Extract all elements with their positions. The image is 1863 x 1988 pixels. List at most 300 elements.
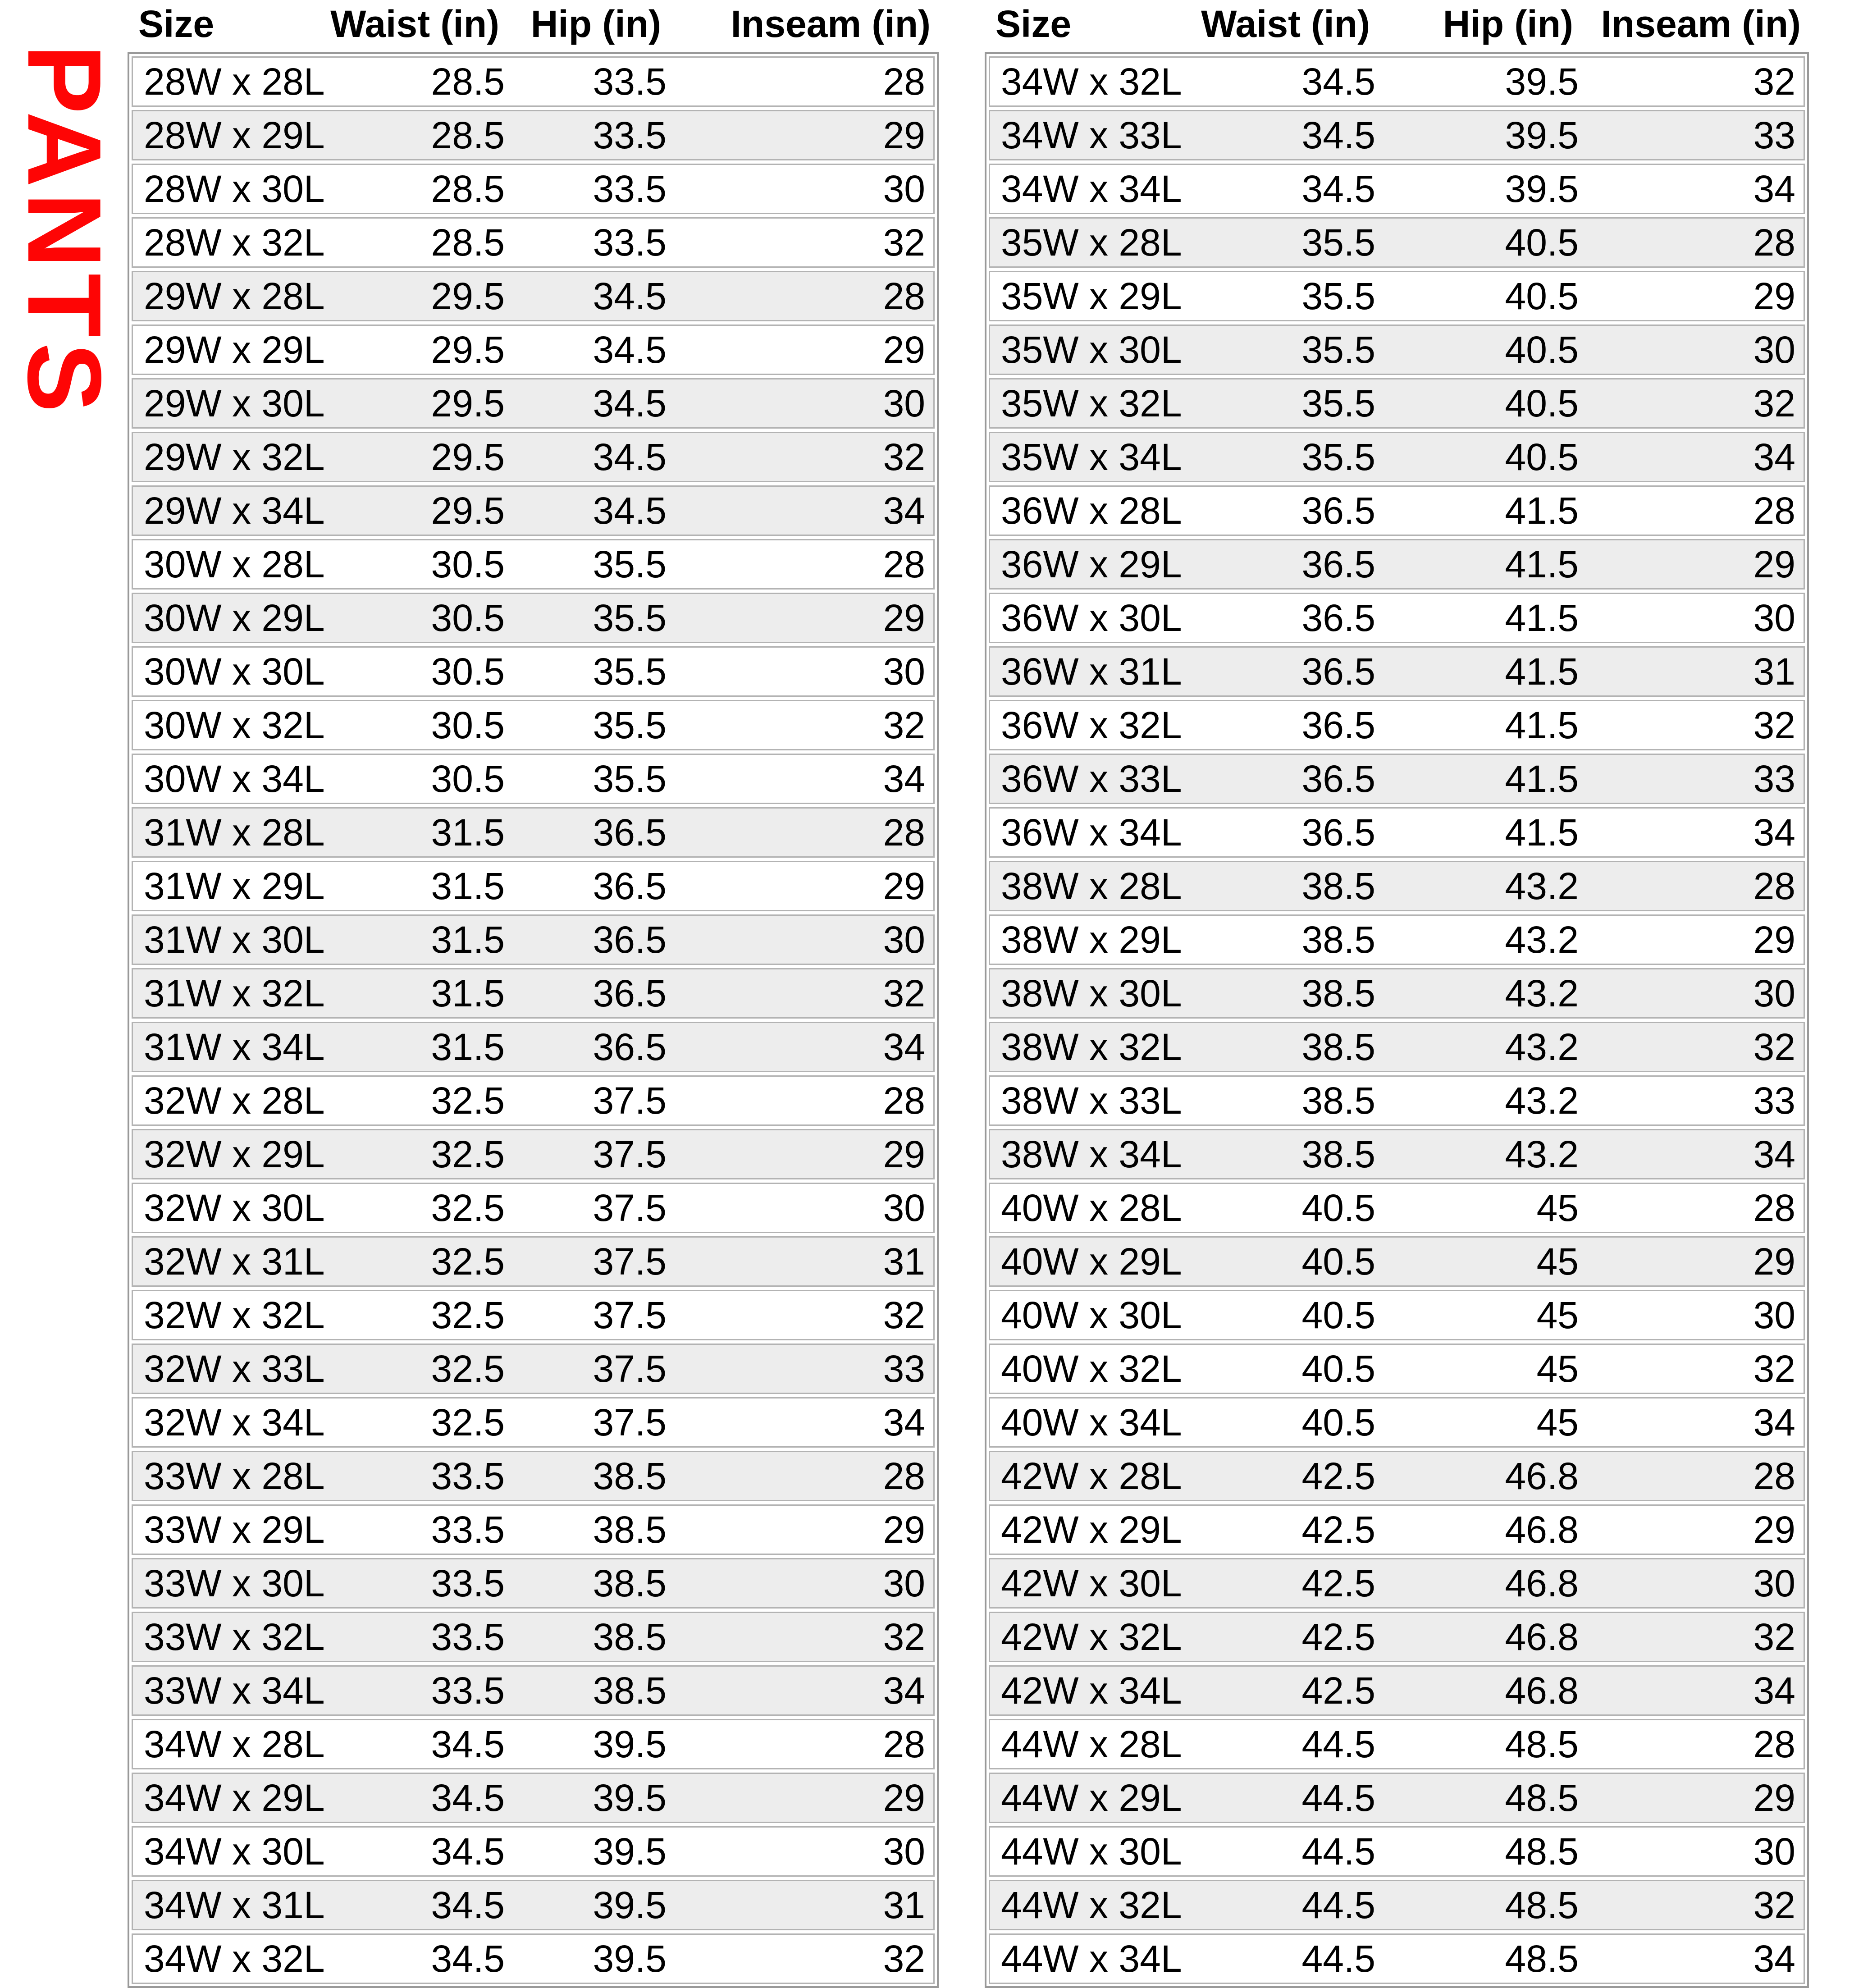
cell-size: 31W x 32L xyxy=(144,972,325,1015)
cell-waist: 32.5 xyxy=(431,1347,505,1390)
cell-hip: 41.5 xyxy=(1505,704,1579,746)
cell-hip: 43.2 xyxy=(1505,972,1579,1015)
cell-size: 42W x 29L xyxy=(1001,1508,1182,1551)
cell-hip: 38.5 xyxy=(593,1454,667,1497)
cell-waist: 38.5 xyxy=(1301,972,1375,1015)
cell-inseam: 32 xyxy=(883,221,925,264)
cell-waist: 34.5 xyxy=(431,1776,505,1819)
cell-hip: 43.2 xyxy=(1505,1133,1579,1175)
cell-inseam: 28 xyxy=(883,60,925,103)
cell-waist: 30.5 xyxy=(431,704,505,746)
cell-hip: 37.5 xyxy=(593,1293,667,1336)
cell-size: 35W x 29L xyxy=(1001,274,1182,317)
table-row xyxy=(132,1236,935,1287)
table-row xyxy=(989,1558,1805,1609)
cell-waist: 28.5 xyxy=(431,114,505,156)
table-row xyxy=(132,1773,935,1823)
column-header-waist: Waist (in) xyxy=(1201,3,1370,45)
cell-hip: 37.5 xyxy=(593,1079,667,1122)
cell-size: 36W x 29L xyxy=(1001,543,1182,585)
cell-inseam: 34 xyxy=(1753,167,1795,210)
column-header-size: Size xyxy=(995,3,1072,45)
cell-inseam: 28 xyxy=(1753,221,1795,264)
cell-hip: 45 xyxy=(1536,1186,1579,1229)
table-row xyxy=(132,271,935,321)
cell-hip: 43.2 xyxy=(1505,918,1579,961)
cell-waist: 35.5 xyxy=(1301,274,1375,317)
table-row xyxy=(132,110,935,160)
cell-hip: 45 xyxy=(1536,1401,1579,1444)
cell-inseam: 28 xyxy=(883,1454,925,1497)
cell-waist: 33.5 xyxy=(431,1508,505,1551)
cell-inseam: 32 xyxy=(883,1937,925,1980)
cell-size: 35W x 32L xyxy=(1001,382,1182,425)
table-row xyxy=(132,1880,935,1930)
table-row xyxy=(989,164,1805,214)
table-header-row xyxy=(128,0,939,52)
cell-size: 29W x 32L xyxy=(144,435,325,478)
cell-waist: 30.5 xyxy=(431,650,505,693)
cell-waist: 28.5 xyxy=(431,221,505,264)
table-row xyxy=(989,1504,1805,1555)
cell-hip: 40.5 xyxy=(1505,435,1579,478)
table-row xyxy=(132,1612,935,1662)
cell-hip: 33.5 xyxy=(593,167,667,210)
table-row xyxy=(132,700,935,750)
cell-hip: 37.5 xyxy=(593,1133,667,1175)
column-header-size: Size xyxy=(138,3,215,45)
table-row xyxy=(989,378,1805,429)
cell-inseam: 30 xyxy=(1753,972,1795,1015)
cell-hip: 35.5 xyxy=(593,704,667,746)
cell-inseam: 30 xyxy=(883,650,925,693)
cell-size: 40W x 32L xyxy=(1001,1347,1182,1390)
cell-size: 34W x 30L xyxy=(144,1830,325,1873)
cell-inseam: 32 xyxy=(883,1615,925,1658)
cell-hip: 48.5 xyxy=(1505,1776,1579,1819)
table-row xyxy=(989,539,1805,590)
table-row xyxy=(132,1075,935,1126)
cell-hip: 46.8 xyxy=(1505,1669,1579,1712)
cell-waist: 44.5 xyxy=(1301,1830,1375,1873)
cell-waist: 42.5 xyxy=(1301,1454,1375,1497)
cell-size: 38W x 33L xyxy=(1001,1079,1182,1122)
cell-hip: 43.2 xyxy=(1505,864,1579,907)
cell-size: 33W x 32L xyxy=(144,1615,325,1658)
cell-hip: 35.5 xyxy=(593,650,667,693)
cell-hip: 48.5 xyxy=(1505,1883,1579,1926)
cell-hip: 37.5 xyxy=(593,1347,667,1390)
cell-inseam: 28 xyxy=(1753,1186,1795,1229)
cell-inseam: 32 xyxy=(1753,382,1795,425)
cell-waist: 44.5 xyxy=(1301,1776,1375,1819)
cell-inseam: 31 xyxy=(1753,650,1795,693)
cell-inseam: 34 xyxy=(1753,435,1795,478)
cell-inseam: 33 xyxy=(1753,114,1795,156)
cell-hip: 33.5 xyxy=(593,60,667,103)
column-header-waist: Waist (in) xyxy=(330,3,499,45)
cell-hip: 38.5 xyxy=(593,1669,667,1712)
cell-size: 40W x 28L xyxy=(1001,1186,1182,1229)
cell-waist: 32.5 xyxy=(431,1401,505,1444)
cell-waist: 34.5 xyxy=(1301,60,1375,103)
table-row xyxy=(132,807,935,858)
cell-size: 32W x 29L xyxy=(144,1133,325,1175)
cell-waist: 30.5 xyxy=(431,543,505,585)
cell-hip: 39.5 xyxy=(593,1723,667,1765)
cell-size: 38W x 32L xyxy=(1001,1025,1182,1068)
cell-inseam: 30 xyxy=(1753,1293,1795,1336)
table-row xyxy=(132,539,935,590)
cell-inseam: 28 xyxy=(1753,489,1795,532)
cell-size: 38W x 30L xyxy=(1001,972,1182,1015)
cell-size: 44W x 34L xyxy=(1001,1937,1182,1980)
cell-size: 29W x 34L xyxy=(144,489,325,532)
cell-waist: 29.5 xyxy=(431,274,505,317)
cell-hip: 34.5 xyxy=(593,489,667,532)
cell-hip: 39.5 xyxy=(1505,114,1579,156)
cell-waist: 31.5 xyxy=(431,811,505,854)
cell-inseam: 29 xyxy=(1753,274,1795,317)
cell-hip: 35.5 xyxy=(593,757,667,800)
cell-size: 42W x 30L xyxy=(1001,1562,1182,1604)
table-row xyxy=(989,324,1805,375)
table-row xyxy=(132,1129,935,1179)
cell-inseam: 33 xyxy=(1753,1079,1795,1122)
cell-inseam: 33 xyxy=(1753,757,1795,800)
cell-inseam: 34 xyxy=(1753,1133,1795,1175)
cell-waist: 33.5 xyxy=(431,1615,505,1658)
table-row xyxy=(989,1665,1805,1716)
cell-size: 35W x 30L xyxy=(1001,328,1182,371)
cell-inseam: 30 xyxy=(883,1830,925,1873)
cell-waist: 31.5 xyxy=(431,1025,505,1068)
column-header-hip: Hip (in) xyxy=(530,3,661,45)
cell-inseam: 34 xyxy=(883,1401,925,1444)
cell-hip: 45 xyxy=(1536,1347,1579,1390)
cell-waist: 34.5 xyxy=(1301,114,1375,156)
cell-size: 30W x 34L xyxy=(144,757,325,800)
cell-size: 31W x 34L xyxy=(144,1025,325,1068)
cell-waist: 32.5 xyxy=(431,1240,505,1283)
cell-inseam: 31 xyxy=(883,1883,925,1926)
cell-hip: 40.5 xyxy=(1505,382,1579,425)
cell-inseam: 29 xyxy=(883,1508,925,1551)
cell-size: 31W x 29L xyxy=(144,864,325,907)
cell-inseam: 32 xyxy=(883,704,925,746)
table-row xyxy=(989,646,1805,697)
cell-size: 32W x 28L xyxy=(144,1079,325,1122)
cell-inseam: 29 xyxy=(883,596,925,639)
table-row xyxy=(132,1719,935,1769)
table-row xyxy=(989,593,1805,643)
cell-waist: 42.5 xyxy=(1301,1562,1375,1604)
cell-size: 32W x 33L xyxy=(144,1347,325,1390)
cell-size: 34W x 32L xyxy=(1001,60,1182,103)
cell-inseam: 32 xyxy=(1753,60,1795,103)
cell-waist: 34.5 xyxy=(431,1830,505,1873)
cell-hip: 34.5 xyxy=(593,274,667,317)
cell-size: 44W x 29L xyxy=(1001,1776,1182,1819)
cell-hip: 36.5 xyxy=(593,1025,667,1068)
cell-inseam: 34 xyxy=(1753,1669,1795,1712)
cell-size: 30W x 30L xyxy=(144,650,325,693)
cell-waist: 44.5 xyxy=(1301,1937,1375,1980)
cell-size: 35W x 28L xyxy=(1001,221,1182,264)
cell-inseam: 30 xyxy=(1753,328,1795,371)
size-table-right xyxy=(985,0,1809,1988)
cell-waist: 31.5 xyxy=(431,972,505,1015)
cell-size: 34W x 34L xyxy=(1001,167,1182,210)
cell-inseam: 29 xyxy=(1753,1240,1795,1283)
cell-size: 36W x 32L xyxy=(1001,704,1182,746)
cell-waist: 35.5 xyxy=(1301,328,1375,371)
cell-waist: 36.5 xyxy=(1301,489,1375,532)
cell-inseam: 28 xyxy=(883,1723,925,1765)
cell-hip: 34.5 xyxy=(593,382,667,425)
cell-waist: 29.5 xyxy=(431,328,505,371)
table-row xyxy=(989,1075,1805,1126)
cell-waist: 35.5 xyxy=(1301,435,1375,478)
cell-size: 28W x 32L xyxy=(144,221,325,264)
cell-inseam: 28 xyxy=(883,811,925,854)
cell-size: 44W x 28L xyxy=(1001,1723,1182,1765)
cell-inseam: 28 xyxy=(1753,1723,1795,1765)
cell-hip: 46.8 xyxy=(1505,1615,1579,1658)
table-body xyxy=(128,52,939,1988)
cell-hip: 39.5 xyxy=(593,1883,667,1926)
cell-size: 42W x 28L xyxy=(1001,1454,1182,1497)
cell-waist: 33.5 xyxy=(431,1454,505,1497)
cell-inseam: 34 xyxy=(1753,1937,1795,1980)
cell-hip: 48.5 xyxy=(1505,1723,1579,1765)
table-row xyxy=(132,56,935,107)
table-row xyxy=(132,1665,935,1716)
cell-size: 32W x 30L xyxy=(144,1186,325,1229)
cell-size: 32W x 31L xyxy=(144,1240,325,1283)
table-row xyxy=(989,110,1805,160)
cell-waist: 34.5 xyxy=(431,1937,505,1980)
table-row xyxy=(132,1933,935,1984)
cell-hip: 38.5 xyxy=(593,1508,667,1551)
size-table-left xyxy=(128,0,939,1988)
column-header-inseam: Inseam (in) xyxy=(731,3,931,45)
cell-size: 42W x 32L xyxy=(1001,1615,1182,1658)
cell-inseam: 34 xyxy=(1753,1401,1795,1444)
cell-waist: 34.5 xyxy=(431,1723,505,1765)
table-row xyxy=(989,1933,1805,1984)
cell-waist: 35.5 xyxy=(1301,382,1375,425)
table-row xyxy=(989,56,1805,107)
cell-size: 36W x 34L xyxy=(1001,811,1182,854)
cell-size: 33W x 34L xyxy=(144,1669,325,1712)
table-row xyxy=(989,271,1805,321)
cell-hip: 36.5 xyxy=(593,864,667,907)
cell-inseam: 34 xyxy=(883,489,925,532)
cell-size: 29W x 28L xyxy=(144,274,325,317)
pants-vertical-label: PANTS xyxy=(6,44,123,418)
cell-size: 36W x 28L xyxy=(1001,489,1182,532)
cell-size: 28W x 30L xyxy=(144,167,325,210)
table-row xyxy=(989,700,1805,750)
cell-inseam: 32 xyxy=(883,435,925,478)
cell-waist: 31.5 xyxy=(431,864,505,907)
cell-waist: 42.5 xyxy=(1301,1508,1375,1551)
cell-size: 40W x 30L xyxy=(1001,1293,1182,1336)
cell-waist: 28.5 xyxy=(431,167,505,210)
table-row xyxy=(989,1612,1805,1662)
cell-size: 28W x 29L xyxy=(144,114,325,156)
cell-hip: 37.5 xyxy=(593,1401,667,1444)
table-row xyxy=(989,485,1805,536)
cell-size: 36W x 33L xyxy=(1001,757,1182,800)
cell-inseam: 34 xyxy=(883,757,925,800)
cell-waist: 36.5 xyxy=(1301,811,1375,854)
cell-hip: 40.5 xyxy=(1505,274,1579,317)
table-row xyxy=(132,1558,935,1609)
cell-waist: 36.5 xyxy=(1301,757,1375,800)
cell-waist: 44.5 xyxy=(1301,1883,1375,1926)
cell-size: 33W x 28L xyxy=(144,1454,325,1497)
cell-inseam: 30 xyxy=(883,918,925,961)
cell-waist: 42.5 xyxy=(1301,1669,1375,1712)
table-row xyxy=(989,1773,1805,1823)
cell-waist: 36.5 xyxy=(1301,596,1375,639)
cell-size: 36W x 31L xyxy=(1001,650,1182,693)
cell-waist: 38.5 xyxy=(1301,1025,1375,1068)
cell-waist: 29.5 xyxy=(431,489,505,532)
table-row xyxy=(989,1451,1805,1501)
cell-waist: 40.5 xyxy=(1301,1401,1375,1444)
table-row xyxy=(989,861,1805,911)
cell-hip: 38.5 xyxy=(593,1615,667,1658)
cell-inseam: 29 xyxy=(883,328,925,371)
cell-inseam: 31 xyxy=(883,1240,925,1283)
cell-hip: 39.5 xyxy=(1505,167,1579,210)
cell-inseam: 30 xyxy=(1753,596,1795,639)
cell-inseam: 29 xyxy=(1753,543,1795,585)
cell-size: 30W x 29L xyxy=(144,596,325,639)
cell-size: 31W x 28L xyxy=(144,811,325,854)
table-row xyxy=(989,1129,1805,1179)
cell-inseam: 28 xyxy=(883,543,925,585)
cell-inseam: 34 xyxy=(1753,811,1795,854)
table-row xyxy=(989,1880,1805,1930)
cell-inseam: 34 xyxy=(883,1669,925,1712)
cell-waist: 36.5 xyxy=(1301,704,1375,746)
table-row xyxy=(989,1344,1805,1394)
cell-waist: 33.5 xyxy=(431,1669,505,1712)
table-row xyxy=(132,861,935,911)
cell-hip: 37.5 xyxy=(593,1240,667,1283)
cell-size: 34W x 29L xyxy=(144,1776,325,1819)
cell-waist: 28.5 xyxy=(431,60,505,103)
cell-size: 30W x 32L xyxy=(144,704,325,746)
cell-hip: 40.5 xyxy=(1505,221,1579,264)
cell-hip: 46.8 xyxy=(1505,1508,1579,1551)
cell-inseam: 29 xyxy=(883,114,925,156)
table-row xyxy=(132,324,935,375)
cell-waist: 32.5 xyxy=(431,1079,505,1122)
cell-waist: 30.5 xyxy=(431,596,505,639)
cell-hip: 35.5 xyxy=(593,596,667,639)
cell-waist: 32.5 xyxy=(431,1133,505,1175)
cell-waist: 33.5 xyxy=(431,1562,505,1604)
cell-inseam: 29 xyxy=(883,864,925,907)
table-row xyxy=(132,968,935,1019)
cell-waist: 38.5 xyxy=(1301,864,1375,907)
cell-inseam: 29 xyxy=(883,1133,925,1175)
cell-inseam: 29 xyxy=(1753,1776,1795,1819)
cell-hip: 46.8 xyxy=(1505,1454,1579,1497)
cell-size: 32W x 34L xyxy=(144,1401,325,1444)
table-row xyxy=(132,1022,935,1072)
cell-waist: 40.5 xyxy=(1301,1186,1375,1229)
cell-inseam: 32 xyxy=(883,1293,925,1336)
cell-waist: 29.5 xyxy=(431,435,505,478)
cell-hip: 48.5 xyxy=(1505,1830,1579,1873)
table-row xyxy=(989,754,1805,804)
cell-size: 33W x 30L xyxy=(144,1562,325,1604)
cell-inseam: 34 xyxy=(883,1025,925,1068)
cell-hip: 39.5 xyxy=(593,1937,667,1980)
table-row xyxy=(132,1504,935,1555)
cell-size: 44W x 32L xyxy=(1001,1883,1182,1926)
table-row xyxy=(132,1344,935,1394)
cell-size: 33W x 29L xyxy=(144,1508,325,1551)
cell-size: 35W x 34L xyxy=(1001,435,1182,478)
cell-inseam: 32 xyxy=(883,972,925,1015)
cell-hip: 36.5 xyxy=(593,811,667,854)
cell-inseam: 33 xyxy=(883,1347,925,1390)
cell-inseam: 32 xyxy=(1753,704,1795,746)
cell-size: 34W x 32L xyxy=(144,1937,325,1980)
cell-inseam: 32 xyxy=(1753,1883,1795,1926)
cell-inseam: 32 xyxy=(1753,1025,1795,1068)
cell-waist: 44.5 xyxy=(1301,1723,1375,1765)
cell-inseam: 32 xyxy=(1753,1615,1795,1658)
cell-hip: 37.5 xyxy=(593,1186,667,1229)
table-row xyxy=(989,1290,1805,1340)
cell-hip: 39.5 xyxy=(593,1776,667,1819)
cell-size: 44W x 30L xyxy=(1001,1830,1182,1873)
cell-hip: 33.5 xyxy=(593,114,667,156)
cell-hip: 45 xyxy=(1536,1240,1579,1283)
cell-hip: 39.5 xyxy=(593,1830,667,1873)
table-header-row xyxy=(985,0,1809,52)
cell-hip: 43.2 xyxy=(1505,1079,1579,1122)
cell-size: 34W x 33L xyxy=(1001,114,1182,156)
table-row xyxy=(132,378,935,429)
table-row xyxy=(132,593,935,643)
table-row xyxy=(132,1826,935,1877)
cell-size: 30W x 28L xyxy=(144,543,325,585)
cell-waist: 40.5 xyxy=(1301,1347,1375,1390)
cell-size: 42W x 34L xyxy=(1001,1669,1182,1712)
cell-inseam: 28 xyxy=(883,1079,925,1122)
cell-waist: 31.5 xyxy=(431,918,505,961)
table-row xyxy=(132,1451,935,1501)
cell-size: 40W x 29L xyxy=(1001,1240,1182,1283)
table-row xyxy=(132,754,935,804)
cell-inseam: 30 xyxy=(883,1562,925,1604)
cell-waist: 32.5 xyxy=(431,1186,505,1229)
cell-waist: 42.5 xyxy=(1301,1615,1375,1658)
cell-inseam: 29 xyxy=(1753,918,1795,961)
cell-inseam: 30 xyxy=(1753,1830,1795,1873)
table-row xyxy=(989,1183,1805,1233)
cell-size: 29W x 30L xyxy=(144,382,325,425)
